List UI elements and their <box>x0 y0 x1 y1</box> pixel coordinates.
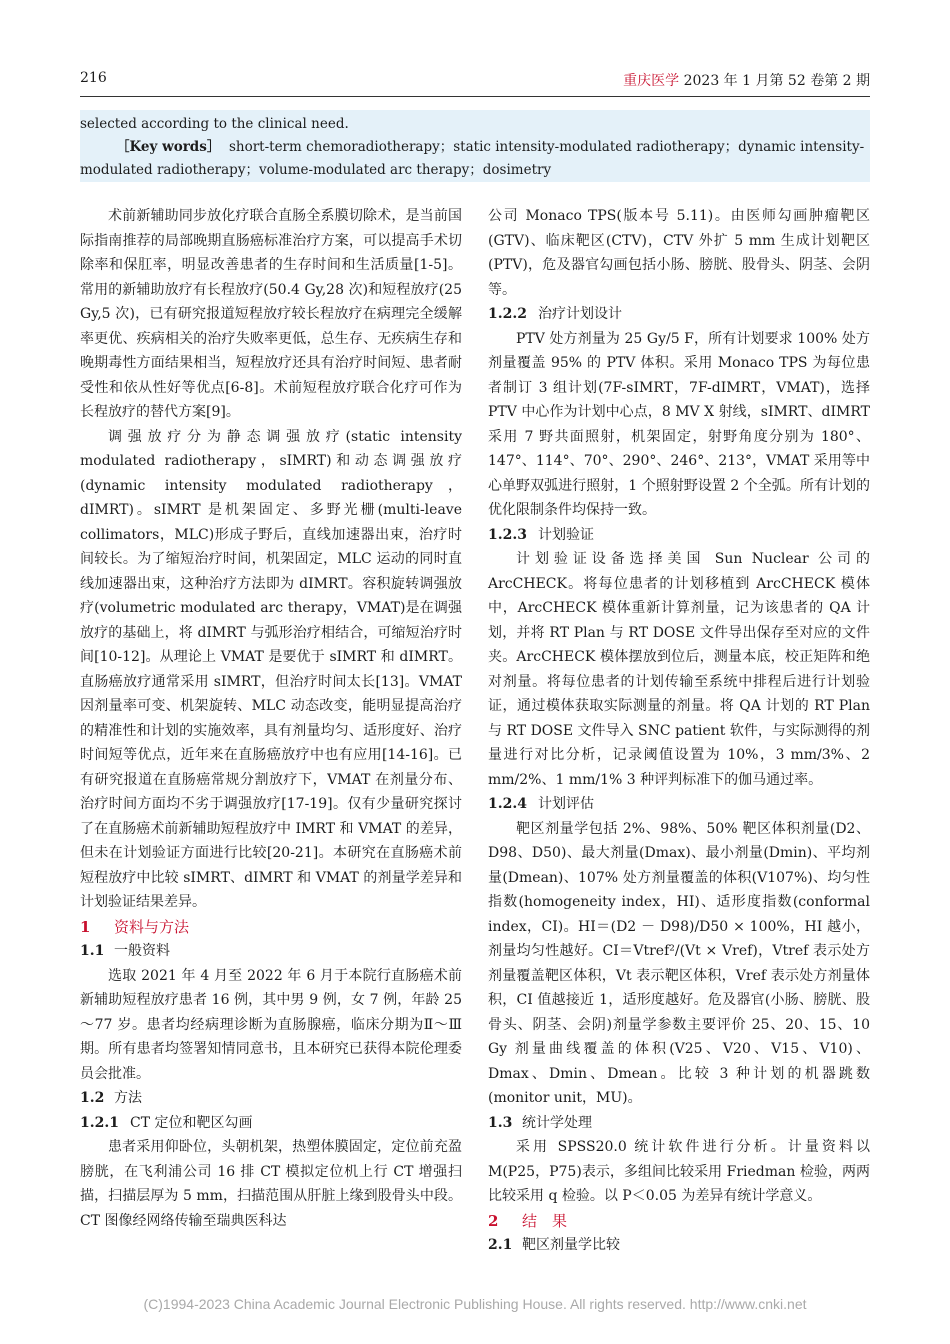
section-1-1-heading: 1.1 一般资料 <box>80 943 170 959</box>
journal-citation <box>623 70 870 90</box>
running-header <box>80 70 870 92</box>
keywords-text: short-term chemoradiotherapy；static intensity-modulated radiotherapy；dynamic intensity- <box>228 139 865 155</box>
intro-paragraph-2: 调强放疗分为静态调强放疗(static intensity modulated radiotherapy，sIMRT)和动态调强放疗(dynamic intensity modulated radiotherapy，dIMRT)。sIMRT 是机架固定、多野光栅(multi-leave collimators，MLC)形成子野后，直线加速器出束，治疗时间较长。为了缩短治疗时间，机架固定，MLC 运动的同时直线加速器出束，这种治疗方法即为 dIMRT。容积旋转调强放疗(volumetric modulated arc therapy，VMAT)是在调强放疗的基础上，将 dIMRT 与弧形治疗相结合，可缩短治疗时间[10-12]。从理论上 VMAT 是要优于 sIMRT 和 dIMRT。直肠癌放疗通常采用 sIMRT，但治疗时间太长[13]。VMAT 因剂量率可变、机架旋转、MLC 动态改变，能明显提高治疗的精准性和计划的实施效率，具有剂量均匀、适形度好、治疗时间短等优点，近年来在直肠癌放疗中也有应用[14-16]。已有研究报道在直肠癌常规分割放疗下，VMAT 在剂量分布、治疗时间方面均不劣于调强放疗[17-19]。仅有少量研究探讨了在直肠癌术前新辅助短程放疗中 IMRT 和 VMAT 的差异，但未在计划验证方面进行比较[20-21]。本研究在直肠癌术前短程放疗中比较 sIMRT、dIMRT 和 VMAT 的剂量学差异和计划验证结果差异。 <box>80 428 462 910</box>
section-1-2-3-heading: 1.2.3 计划验证 <box>488 526 594 543</box>
section-2-1-heading: 2.1 靶区剂量学比较 <box>488 1237 620 1253</box>
section-1-2-3-text: 计划验证设备选择美国 Sun Nuclear 公司的 ArcCHECK。将每位患者的计划移植到 ArcCHECK 模体中，ArcCHECK 模体重新计算剂量，记为该患者的 QA 计划，并将 RT Plan 与 RT DOSE 文件导出保存至对应的文件夹。ArcCHECK 模体摆放到位后，测量本底，校正矩阵和绝对剂量。将每位患者的计划传输至系统中排程后进行计划验证，通过模体获取实际测量的剂量。将 QA 计划的 RT Plan 与 RT DOSE 文件导入 SNC patient 软件，与实际测得的剂量进行对比分析，记录阈值设置为 10%，3 mm/3%、2 mm/2%、1 mm/1% 3 种评判标准下的伽马通过率。 <box>488 551 870 788</box>
copyright-footer: (C)1994-2023 China Academic Journal Electronic Publishing House. All rights reserved. http://www.cnki.net <box>143 1296 807 1312</box>
journal-name: 重庆医学 <box>623 73 680 89</box>
keywords-line <box>80 135 870 159</box>
section-1-2-2-text: PTV 处方剂量为 25 Gy/5 F，所有计划要求 100% 处方剂量覆盖 95% 的 PTV 体积。采用 Monaco TPS 为每位患者制订 3 组计划(7F-sIMRT，7F-dIMRT，VMAT)，选择 PTV 中心作为计划中心点，8 MV X 射线，sIMRT、dIMRT 采用 7 野共面照射，机架固定，射野角度分别为 180°、147°、114°、70°、290°、246°、213°，VMAT 采用等中心单野双弧进行照射，1 个照射野设置 2 个全弧。所有计划的优化限制条件均保持一致。 <box>488 330 870 518</box>
section-1-1-text: 选取 2021 年 4 月至 2022 年 6 月于本院行直肠癌术前新辅助短程放疗患者 16 例，其中男 9 例，女 7 例，年龄 25～77 岁。患者均经病理诊断为直肠腺癌，临床分期为Ⅱ～Ⅲ期。所有患者均签署知情同意书，且本研究已获得本院伦理委员会批准。 <box>80 967 462 1082</box>
keywords-line-2: modulated radiotherapy；volume-modulated arc therapy；dosimetry <box>80 162 552 178</box>
section-1-2-heading: 1.2 方法 <box>80 1090 142 1106</box>
intro-paragraph-1: 术前新辅助同步放化疗联合直肠全系膜切除术，是当前国际指南推荐的局部晚期直肠癌标准治疗方案，可以提高手术切除率和保肛率，明显改善患者的生存时间和生活质量[1-5]。常用的新辅助放疗有长程放疗(50.4 Gy,28 次)和短程放疗(25 Gy,5 次)，已有研究报道短程放疗较长程放疗在病理完全缓解率更优、疾病相关的治疗失败率更低，总生存、无疾病生存和晚期毒性方面结果相当，短程放疗还具有治疗时间短、患者耐受性和依从性好等优点[6-8]。术前短程放疗联合化疗可作为长程放疗的替代方案[9]。 <box>80 208 462 420</box>
section-2-heading: 2 结 果 <box>488 1211 568 1230</box>
right-column <box>488 204 870 1258</box>
section-1-2-4-heading: 1.2.4 计划评估 <box>488 796 594 812</box>
journal-issue: 2023 年 1 月第 52 卷第 2 期 <box>679 73 870 89</box>
keywords-label: ［Key words］ <box>116 139 221 155</box>
section-1-2-4-text: 靶区剂量学包括 2%、98%、50% 靶区体积剂量(D2、D98、D50)、最大剂量(Dmax)、最小剂量(Dmin)、平均剂量(Dmean)、107% 处方剂量覆盖的体积(V107%)、均匀性指数(homogeneity index，HI)、适形度指数(conformal index，CI)。HI＝(D2 － D98)/D50 × 100%，HI 越小，剂量均匀性越好。CI＝Vtref²/(Vt × Vref)，Vtref 表示处方剂量覆盖靶区体积，Vt 表示靶区体积，Vref 表示处方剂量体积，CI 值越接近 1，适形度越好。危及器官(小肠、膀胱、股骨头、阴茎、会阴)剂量学参数主要评价 25、20、15、10 Gy 剂量曲线覆盖的体积(V25、V20、V15、V10)、Dmax、Dmin、Dmean。比较 3 种计划的机器跳数(monitor unit，MU)。 <box>488 820 870 1106</box>
abstract-tail-line: selected according to the clinical need. <box>80 116 349 132</box>
section-1-2-1-heading: 1.2.1 CT 定位和靶区勾画 <box>80 1114 253 1131</box>
page-number: 216 <box>80 70 107 86</box>
left-column <box>80 204 462 1233</box>
section-1-2-2-heading: 1.2.2 治疗计划设计 <box>488 306 622 322</box>
section-1-3-heading: 1.3 统计学处理 <box>488 1114 592 1131</box>
header-rule <box>80 96 870 97</box>
section-1-heading: 1 资料与方法 <box>80 917 190 936</box>
continued-text: 公司 Monaco TPS(版本号 5.11)。由医师勾画肿瘤靶区(GTV)、临床靶区(CTV)，CTV 外扩 5 mm 生成计划靶区(PTV)，危及器官勾画包括小肠、膀胱、股骨头、阴茎、会阴等。 <box>488 208 870 298</box>
section-1-3-text: 采用 SPSS20.0 统计软件进行分析。计量资料以 M(P25，P75)表示，多组间比较采用 Friedman 检验，两两比较采用 q 检验。以 P＜0.05 为差异有统计学意义。 <box>488 1139 870 1204</box>
section-1-2-1-text: 患者采用仰卧位，头朝机架，热塑体膜固定，定位前充盈膀胱，在飞利浦公司 16 排 CT 模拟定位机上行 CT 增强扫描，扫描层厚为 5 mm，扫描范围从肝脏上缘到股骨头中段。CT 图像经网络传输至瑞典医科达 <box>80 1139 462 1229</box>
